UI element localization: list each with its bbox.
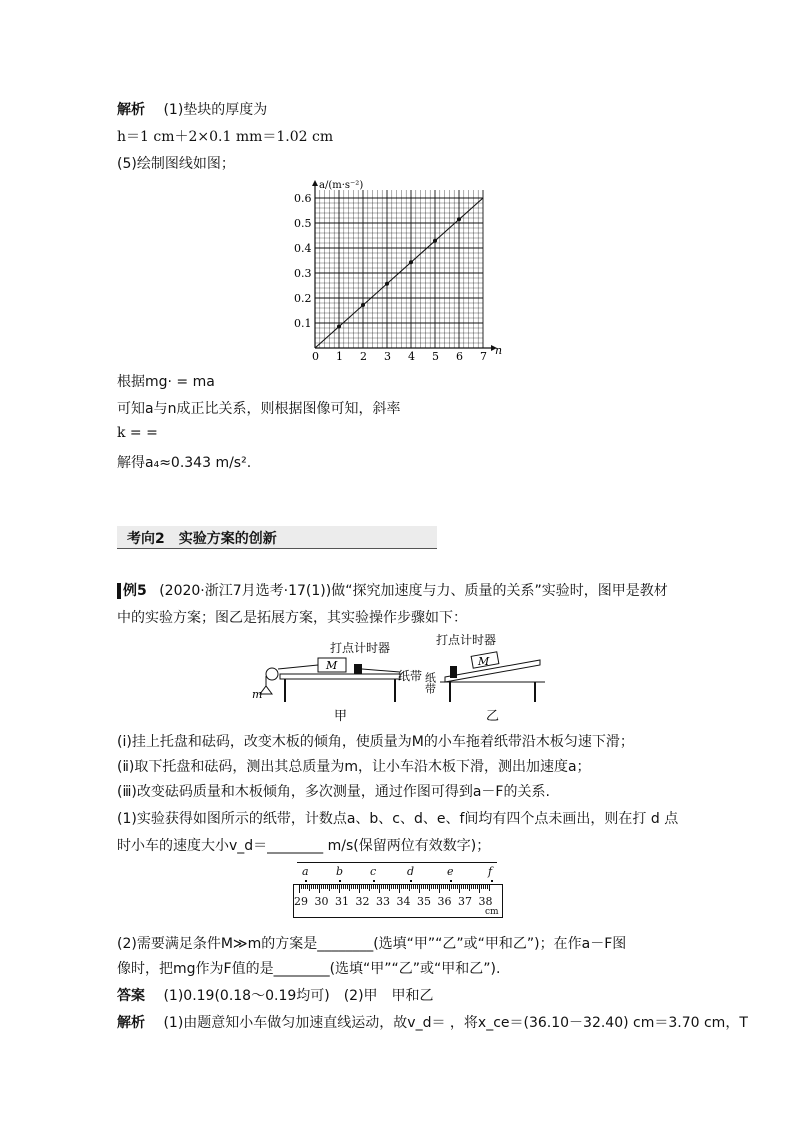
ruler-tick	[391, 885, 392, 889]
svg-text:纸带: 纸带	[398, 669, 423, 683]
data-point	[433, 239, 437, 243]
x-tick-label: 7	[480, 350, 487, 363]
ruler-tick	[447, 885, 448, 889]
ruler-number: 31	[335, 895, 349, 908]
x-tick-label: 6	[456, 350, 463, 363]
figure-left	[252, 640, 422, 702]
ruler-tick	[449, 885, 450, 891]
ruler-tick	[383, 885, 384, 889]
analysis2-text: (1)由题意知小车做匀加速直线运动，故v_d＝ ，将x_ce＝(36.10－32.40) cm＝3.70 cm，T	[163, 1015, 748, 1031]
after-chart-line-3: k = =	[117, 425, 158, 441]
y-tick-label: 0.5	[294, 217, 312, 230]
ruler-tick	[469, 885, 470, 891]
ruler-tick	[329, 885, 330, 891]
ruler-tick	[365, 885, 366, 889]
section-title: 考向2 实验方案的创新	[127, 531, 277, 547]
x-tick-label: 2	[360, 350, 367, 363]
ruler-tick	[355, 885, 356, 889]
answer-line	[117, 985, 434, 1005]
caption-right: 乙	[486, 709, 500, 722]
ruler-tick	[455, 885, 456, 889]
ruler-tick	[411, 885, 412, 889]
ruler-tick	[343, 885, 344, 889]
ruler-tick	[345, 885, 346, 889]
ruler-tick	[481, 885, 482, 889]
ruler-tick	[299, 885, 300, 893]
step-ii: (ⅱ)取下托盘和砝码，测出其总质量为m，让小车沿木板下滑，测出加速度a；	[117, 759, 591, 775]
ruler-tick	[421, 885, 422, 889]
step-i: (ⅰ)挂上托盘和砝码，改变木板的倾角，使质量为M的小车拖着纸带沿木板匀速下滑；	[117, 734, 634, 750]
ruler-tick	[419, 885, 420, 893]
ruler-tick	[351, 885, 352, 889]
x-tick-label: 4	[408, 350, 415, 363]
formula-h: h＝1 cm＋2×0.1 mm＝1.02 cm	[117, 129, 334, 145]
data-point	[385, 282, 389, 286]
ruler-tick	[379, 885, 380, 893]
after-chart-line-1: 根据mg· = ma	[117, 374, 215, 390]
caption-left: 甲	[334, 709, 348, 722]
ruler-tick	[483, 885, 484, 889]
pulley-left	[266, 668, 278, 680]
ruler-tick	[337, 885, 338, 889]
ruler-tick	[399, 885, 400, 893]
ruler-tick	[487, 885, 488, 889]
example-intro: (2020·浙江7月选考·17(1))做“探究加速度与力、质量的关系”实验时，图甲是教材	[159, 583, 668, 599]
ruler-tick	[375, 885, 376, 889]
ruler-tick	[409, 885, 410, 891]
ruler-tick	[319, 885, 320, 893]
chart-grid	[315, 190, 483, 348]
ruler-tick	[445, 885, 446, 889]
ruler-letter: f	[488, 865, 493, 878]
question2-line-2: 像时，把mg作为F值的是________(选填“甲”“乙”或“甲和乙”).	[117, 961, 501, 977]
data-point	[457, 217, 461, 221]
ruler-letter: a	[302, 865, 309, 878]
ruler-number: 32	[355, 895, 370, 908]
ruler-dot	[410, 880, 412, 882]
ruler-tick	[473, 885, 474, 889]
ruler-tick	[373, 885, 374, 889]
ruler-tick	[435, 885, 436, 889]
ruler-number: 34	[396, 895, 411, 908]
ruler-letter: d	[407, 865, 415, 878]
ruler-tick	[451, 885, 452, 889]
ruler-tick	[417, 885, 418, 889]
ruler-tick	[407, 885, 408, 889]
chart-tick-labels	[294, 180, 502, 363]
ruler-tick	[309, 885, 310, 891]
ruler-number: 38	[478, 895, 493, 908]
ruler-tick	[461, 885, 462, 889]
svg-text:打点计时器: 打点计时器	[330, 641, 391, 655]
x-tick-label: 3	[384, 350, 391, 363]
ruler-tick	[471, 885, 472, 889]
svg-text:M: M	[326, 659, 338, 672]
analysis-text: (1)垫块的厚度为	[163, 102, 268, 118]
ruler-tick	[385, 885, 386, 889]
board-left	[280, 674, 400, 679]
ruler-tick	[371, 885, 372, 889]
ruler-number: 33	[376, 895, 390, 908]
example-line-2: 中的实验方案；图乙是拓展方案，其实验操作步骤如下：	[117, 610, 467, 626]
ruler-tick	[341, 885, 342, 889]
ruler-tick	[397, 885, 398, 889]
ruler-number: 35	[417, 895, 431, 908]
ruler-number: 30	[314, 895, 329, 908]
x-tick-label: 1	[336, 350, 343, 363]
ruler-dot	[450, 880, 452, 882]
y-tick-label: 0.4	[294, 242, 312, 255]
ruler-tick	[369, 885, 370, 891]
ruler-letter: e	[447, 865, 454, 878]
timer-right	[450, 666, 457, 678]
timer-left	[354, 664, 362, 674]
ruler-tick	[333, 885, 334, 889]
example-tag: 例5	[117, 583, 147, 599]
ruler-tick	[305, 885, 306, 889]
ruler-tick	[465, 885, 466, 889]
step5-text: (5)绘制图线如图；	[117, 156, 235, 172]
ruler-tick	[443, 885, 444, 889]
graph-a-vs-n	[290, 178, 510, 363]
ruler-tick	[387, 885, 388, 889]
y-tick-label: 0.2	[294, 292, 312, 305]
y-tick-label: 0.3	[294, 267, 312, 280]
ruler-tick	[357, 885, 358, 889]
example-line-1	[117, 580, 668, 600]
ruler-tick	[489, 885, 490, 891]
ruler-tick	[359, 885, 360, 893]
ruler-letter: b	[336, 865, 344, 878]
ruler-tick	[367, 885, 368, 889]
analysis-line-1	[117, 99, 267, 119]
after-chart-line-2: 可知a与n成正比关系，则根据图像可知，斜率	[117, 401, 401, 417]
ruler-tick	[425, 885, 426, 889]
question2-line-1: (2)需要满足条件M≫m的方案是________(选填“甲”“乙”或“甲和乙”)；在作a－F图	[117, 936, 627, 952]
ruler-tick	[349, 885, 350, 891]
ruler-tick	[439, 885, 440, 893]
svg-text:m: m	[252, 688, 263, 701]
ruler-tick	[377, 885, 378, 889]
ruler-tick	[405, 885, 406, 889]
ruler-tick	[381, 885, 382, 889]
ruler-tick	[301, 885, 302, 889]
ruler-tick	[325, 885, 326, 889]
ruler-tick	[463, 885, 464, 889]
figure-right	[424, 632, 546, 702]
ruler-dot	[339, 880, 341, 882]
ruler-tick	[321, 885, 322, 889]
ruler-tick	[361, 885, 362, 889]
svg-text:M: M	[478, 655, 490, 668]
answer-label: 答案	[117, 988, 145, 1004]
x-tick-label: 5	[432, 350, 439, 363]
ruler-tick	[389, 885, 390, 891]
ruler-tick	[403, 885, 404, 889]
ruler-tick	[307, 885, 308, 889]
ruler-tick	[353, 885, 354, 889]
ruler-tick	[431, 885, 432, 889]
ruler-tick	[479, 885, 480, 893]
question1-line-2: 时小车的速度大小v_d＝________ m/s(保留两位有效数字)；	[117, 838, 491, 854]
y-tick-label: 0.6	[294, 192, 312, 205]
ruler-dot	[491, 880, 493, 882]
data-point	[337, 325, 341, 329]
ruler-tick	[315, 885, 316, 889]
analysis2-label: 解析	[117, 1015, 145, 1031]
ruler-tick	[429, 885, 430, 891]
ruler-dot	[305, 880, 307, 882]
ruler-tick	[313, 885, 314, 889]
apparatus-figure	[250, 632, 560, 722]
after-chart-line-4: 解得a₄≈0.343 m/s².	[117, 455, 252, 471]
ruler-tick	[437, 885, 438, 889]
y-axis-label: a/(m·s⁻²)	[319, 180, 364, 191]
ruler-tick	[477, 885, 478, 889]
ruler-unit: cm	[485, 907, 499, 917]
ruler-dot	[373, 880, 375, 882]
ruler-tick	[423, 885, 424, 889]
section-header	[117, 526, 437, 549]
ruler-number: 29	[294, 895, 308, 908]
ruler-number: 36	[437, 895, 452, 908]
ruler-tick	[453, 885, 454, 889]
ruler-tick	[433, 885, 434, 889]
x-axis-label: n	[495, 344, 503, 357]
ruler-tick	[459, 885, 460, 893]
data-point	[409, 260, 413, 264]
answer-text: (1)0.19(0.18～0.19均可) (2)甲 甲和乙	[163, 988, 434, 1004]
data-point	[361, 303, 365, 307]
ruler-number: 37	[458, 895, 472, 908]
ruler-tick	[303, 885, 304, 889]
ruler-tick	[363, 885, 364, 889]
ruler-tick	[427, 885, 428, 889]
y-tick-label: 0.1	[294, 317, 312, 330]
y-axis-arrow	[312, 180, 318, 186]
ruler-tick	[335, 885, 336, 889]
ruler-tick	[457, 885, 458, 889]
ruler-tick	[317, 885, 318, 889]
ruler-tick	[311, 885, 312, 889]
ruler-tick	[413, 885, 414, 889]
ruler-letter: c	[370, 865, 377, 878]
ruler-tick	[395, 885, 396, 889]
analysis2-line	[117, 1012, 748, 1032]
ruler-tick	[441, 885, 442, 889]
svg-text:纸带: 纸带	[423, 672, 437, 694]
ruler-figure	[293, 862, 505, 920]
ruler-tick	[339, 885, 340, 893]
analysis-label: 解析	[117, 102, 145, 118]
ruler-tick	[475, 885, 476, 889]
step-iii: (ⅲ)改变砝码质量和木板倾角，多次测量，通过作图可得到a－F的关系.	[117, 784, 550, 800]
ruler-tick	[467, 885, 468, 889]
ruler-tick	[401, 885, 402, 889]
ruler-tick	[327, 885, 328, 889]
ruler-tick	[485, 885, 486, 889]
x-tick-label: 0	[312, 350, 319, 363]
ruler-tick	[393, 885, 394, 889]
question1-line-1: (1)实验获得如图所示的纸带，计数点a、b、c、d、e、f间均有四个点未画出，则在打 d 点	[117, 811, 679, 827]
ruler-tick	[415, 885, 416, 889]
svg-text:打点计时器: 打点计时器	[436, 633, 497, 647]
ruler-tick	[347, 885, 348, 889]
ruler-tick	[331, 885, 332, 889]
ruler-tick	[323, 885, 324, 889]
